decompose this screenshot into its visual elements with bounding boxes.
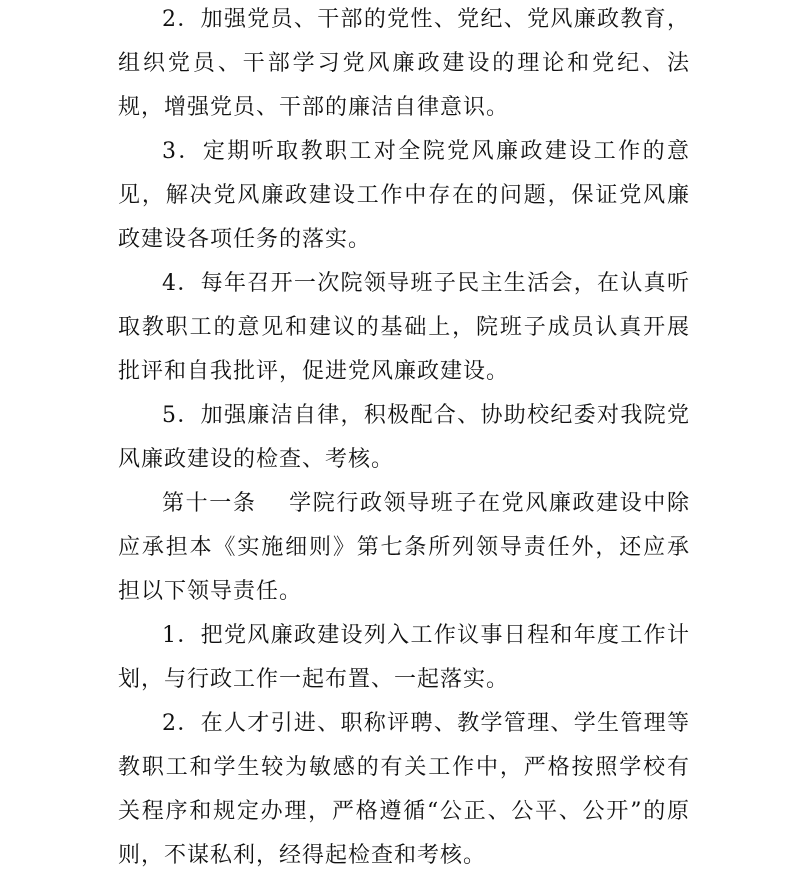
paragraph-item-4: 4．每年召开一次院领导班子民主生活会，在认真听取教职工的意见和建议的基础上，院班子成员认真开展批评和自我批评，促进党风廉政建设。 xyxy=(118,271,690,384)
paragraph-a11-item-1: 1．把党风廉政建设列入工作议事日程和年度工作计划，与行政工作一起布置、一起落实。 xyxy=(118,623,690,692)
article-11-text: 学院行政领导班子在党风廉政建设中除应承担本《实施细则》第七条所列领导责任外，还应承担以下领导责任。 xyxy=(118,491,690,604)
article-11-paragraph xyxy=(118,482,690,614)
paragraph-a11-item-2: 2．在人才引进、职称评聘、教学管理、学生管理等教职工和学生较为敏感的有关工作中，严格按照学校有关程序和规定办理，严格遵循“公正、公平、公开”的原则，不谋私利，经得起检查和考核。 xyxy=(118,711,690,868)
paragraph-item-5: 5．加强廉洁自律，积极配合、协助校纪委对我院党风廉政建设的检查、考核。 xyxy=(118,403,690,472)
paragraph-item-2: 2．加强党员、干部的党性、党纪、党风廉政教育，组织党员、干部学习党风廉政建设的理论和党纪、法规，增强党员、干部的廉洁自律意识。 xyxy=(118,7,690,120)
document-body xyxy=(118,0,690,878)
paragraph-item-3: 3．定期听取教职工对全院党风廉政建设工作的意见，解决党风廉政建设工作中存在的问题，保证党风廉政建设各项任务的落实。 xyxy=(118,139,690,252)
article-11-number: 第十一条 xyxy=(162,491,257,516)
